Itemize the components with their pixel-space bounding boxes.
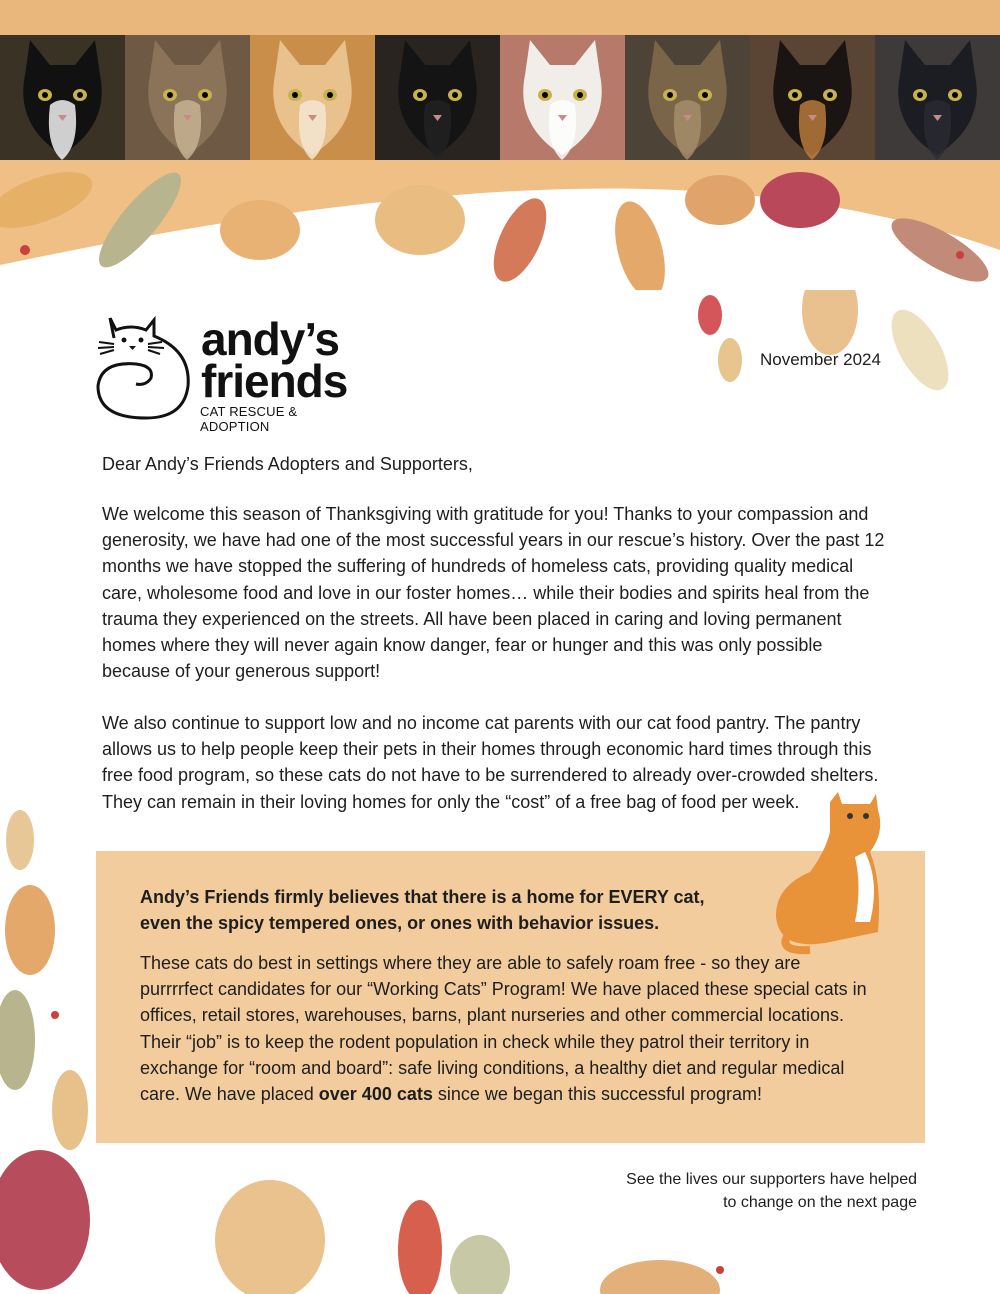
cat-photo — [500, 35, 625, 160]
logo-name-line2: friends — [201, 355, 348, 407]
logo-name-line1: andy’s — [201, 313, 340, 365]
cat-logo-icon — [96, 316, 196, 420]
text-line: We welcome this season of Thanksgiving with gratitude for you! Thanks to your compassion and — [102, 504, 869, 524]
logo-tagline: CAT RESCUE & ADOPTION — [200, 404, 298, 434]
leaf-border-bottom-icon — [100, 1150, 800, 1294]
text-run: since we began this successful program! — [432, 1084, 763, 1105]
text-line: We also continue to support low and no income cat parents with our cat food pantry. The pantry — [102, 713, 861, 733]
cat-photo — [250, 35, 375, 160]
autumn-leaves-banner — [0, 160, 1000, 290]
text-line: Andy’s Friends firmly believes that there is a home for EVERY cat, — [140, 887, 705, 907]
cat-photo — [375, 35, 500, 160]
cat-photo-strip — [0, 35, 1000, 160]
salutation: Dear Andy’s Friends Adopters and Supporters, — [102, 454, 473, 474]
bold-text-run: over 400 cats — [318, 1084, 433, 1105]
paragraph-food-pantry — [102, 710, 878, 815]
cat-photo — [875, 35, 1000, 160]
text-line: homes where they will never again know danger, fear or hunger and this was only possible — [102, 635, 823, 656]
callout-body — [140, 950, 867, 1107]
text-line: These cats do best in settings where they are able to safely roam free - so they are — [140, 953, 801, 973]
text-line: generosity, we have had one of the most successful years in our rescue’s history. Over the past 12 — [102, 530, 885, 551]
text-line: Their “job” is to keep the rodent population in check while they patrol their territory in — [140, 1031, 810, 1052]
paragraph-thanksgiving — [102, 501, 884, 684]
orange-cat-illustration-icon — [770, 792, 895, 957]
cat-photo — [0, 35, 125, 160]
text-line: to change on the next page — [723, 1194, 917, 1211]
callout-headline — [140, 884, 705, 936]
text-line: care, wholesome food and love in our foster homes… while their bodies and spirits heal from the — [102, 582, 870, 603]
text-run: care. We have placed — [140, 1084, 319, 1105]
text-line: exchange for “room and board”: safe living conditions, a healthy diet and regular medical — [140, 1057, 845, 1078]
text-line: offices, retail stores, warehouses, barns, plant nurseries and other commercial locations. — [140, 1005, 845, 1026]
text-line: months we have stopped the suffering of hundreds of homeless cats, providing quality medical — [102, 556, 854, 577]
text-line: even the spicy tempered ones, or ones with behavior issues. — [140, 913, 660, 933]
text-line: because of your generous support! — [102, 661, 381, 682]
top-band — [0, 0, 1000, 35]
cat-photo — [750, 35, 875, 160]
text-line — [140, 1081, 867, 1107]
andys-friends-logo — [96, 313, 366, 434]
text-line: trauma they experienced on the streets. All have been placed in caring and loving permanent — [102, 608, 842, 629]
text-line: purrrrfect candidates for our “Working Cats” Program! We have placed these special cats in — [140, 979, 867, 1000]
text-line: allows us to help people keep their pets in their homes through economic hard times through this — [102, 739, 872, 760]
letter-date: November 2024 — [760, 350, 881, 369]
text-line: They can remain in their loving homes for only the “cost” of a free bag of food per week. — [102, 791, 800, 812]
text-line: free food program, so these cats do not have to be surrendered to already over-crowded shelters. — [102, 765, 879, 786]
text-line: See the lives our supporters have helped — [626, 1171, 917, 1188]
leaf-border-left-icon — [0, 780, 110, 1294]
cat-photo — [625, 35, 750, 160]
cat-photo — [125, 35, 250, 160]
